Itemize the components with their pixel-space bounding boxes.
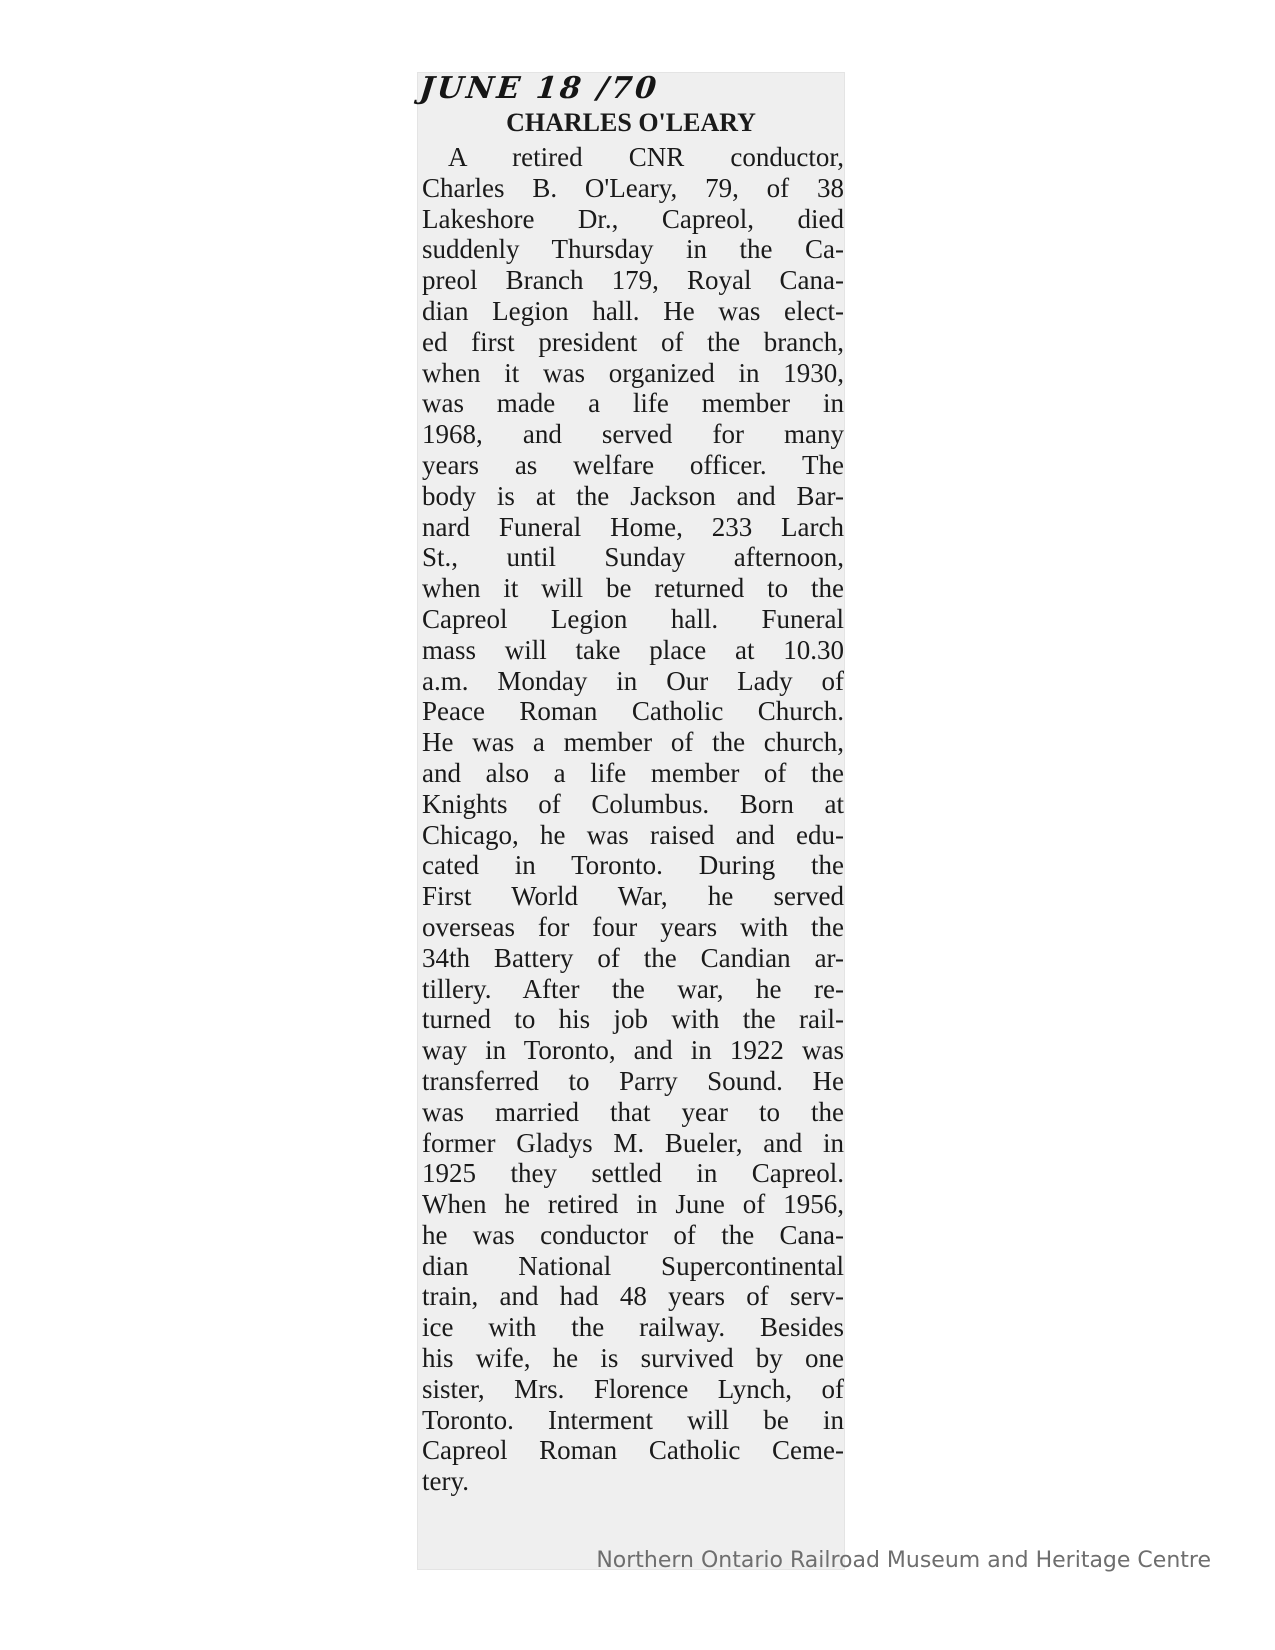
article-line: ed first president of the branch, bbox=[422, 326, 844, 357]
article-line: He was a member of the church, bbox=[422, 727, 844, 758]
article-line: St., until Sunday afternoon, bbox=[422, 542, 844, 573]
article-line: tery. bbox=[422, 1466, 469, 1497]
obituary-body bbox=[422, 142, 844, 1497]
article-line: a.m. Monday in Our Lady of bbox=[422, 665, 844, 696]
article-line: Capreol Roman Catholic Ceme- bbox=[422, 1435, 844, 1466]
article-line: train, and had 48 years of serv- bbox=[422, 1281, 844, 1312]
article-line: Charles B. O'Leary, 79, of 38 bbox=[422, 172, 844, 203]
article-line: ice with the railway. Besides bbox=[422, 1312, 844, 1343]
article-line: body is at the Jackson and Bar- bbox=[422, 480, 844, 511]
article-line: 1968, and served for many bbox=[422, 419, 844, 450]
article-line: way in Toronto, and in 1922 was bbox=[422, 1035, 844, 1066]
article-line: 1925 they settled in Capreol. bbox=[422, 1158, 844, 1189]
article-line: overseas for four years with the bbox=[422, 911, 844, 942]
article-line: his wife, he is survived by one bbox=[422, 1343, 844, 1374]
article-line: nard Funeral Home, 233 Larch bbox=[422, 511, 844, 542]
article-line: Lakeshore Dr., Capreol, died bbox=[422, 203, 844, 234]
museum-credit: Northern Ontario Railroad Museum and Heritage Centre bbox=[596, 1548, 1211, 1573]
article-line: was made a life member in bbox=[422, 388, 844, 419]
article-line: mass will take place at 10.30 bbox=[422, 634, 844, 665]
article-line: cated in Toronto. During the bbox=[422, 850, 844, 881]
article-line: When he retired in June of 1956, bbox=[422, 1189, 844, 1220]
article-line: was married that year to the bbox=[422, 1096, 844, 1127]
article-line: suddenly Thursday in the Ca- bbox=[422, 234, 844, 265]
article-line: turned to his job with the rail- bbox=[422, 1004, 844, 1035]
article-line: Capreol Legion hall. Funeral bbox=[422, 603, 844, 634]
article-line: years as welfare officer. The bbox=[422, 449, 844, 480]
obituary-headline: CHARLES O'LEARY bbox=[506, 108, 756, 137]
article-line: 34th Battery of the Candian ar- bbox=[422, 942, 844, 973]
article-line: Toronto. Interment will be in bbox=[422, 1404, 844, 1435]
article-line: when it was organized in 1930, bbox=[422, 357, 844, 388]
article-line: transferred to Parry Sound. He bbox=[422, 1065, 844, 1096]
article-line: dian Legion hall. He was elect- bbox=[422, 295, 844, 326]
article-line: Peace Roman Catholic Church. bbox=[422, 696, 844, 727]
article-line: he was conductor of the Cana- bbox=[422, 1219, 844, 1250]
handwritten-date: JUNE 18 /70 bbox=[418, 71, 661, 106]
article-line: A retired CNR conductor, bbox=[448, 142, 844, 172]
article-line: when it will be returned to the bbox=[422, 573, 844, 604]
article-line: sister, Mrs. Florence Lynch, of bbox=[422, 1373, 844, 1404]
article-line: former Gladys M. Bueler, and in bbox=[422, 1127, 844, 1158]
article-line: Chicago, he was raised and edu- bbox=[422, 819, 844, 850]
article-line: and also a life member of the bbox=[422, 757, 844, 788]
article-line: preol Branch 179, Royal Cana- bbox=[422, 265, 844, 296]
article-line: dian National Supercontinental bbox=[422, 1250, 844, 1281]
article-line: First World War, he served bbox=[422, 881, 844, 912]
article-line: Knights of Columbus. Born at bbox=[422, 788, 844, 819]
article-line: tillery. After the war, he re- bbox=[422, 973, 844, 1004]
